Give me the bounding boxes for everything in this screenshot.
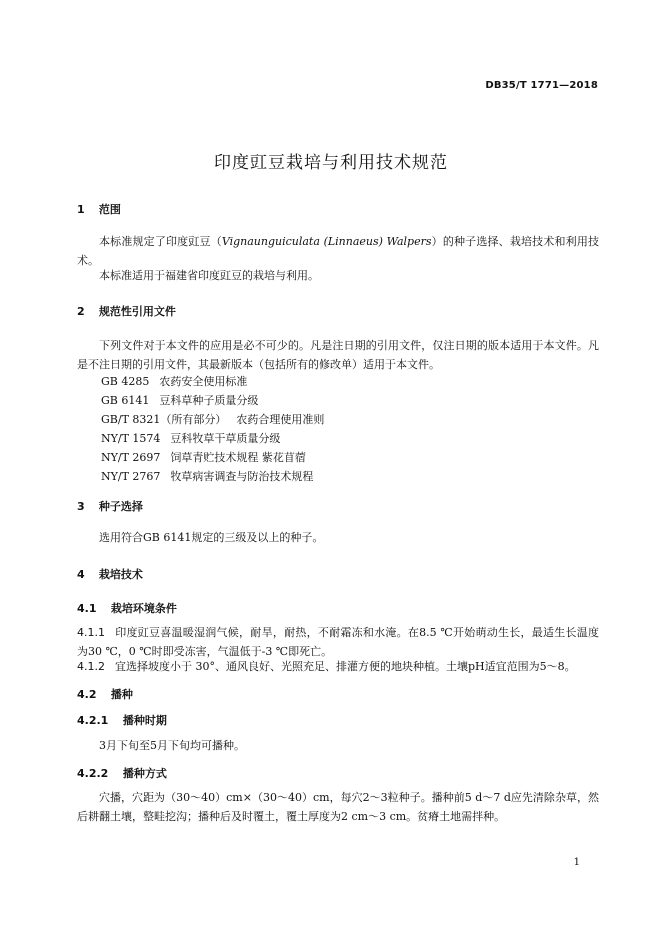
reference-item: [101, 410, 324, 429]
section-title: 种子选择: [98, 500, 143, 513]
reference-name: 牧草病害调查与防治技术规程: [170, 470, 314, 483]
references-intro-paragraph: 下列文件对于本文件的应用是必不可少的。凡是注日期的引用文件，仅注日期的版本适用于本文件。凡是不注日期的引用文件，其最新版本（包括所有的修改单）适用于本文件。: [77, 339, 599, 371]
sowing-method-paragraph: 穴播，穴距为（30～40）cm×（30～40）cm，每穴2～3粒种子。播种前5 d～7 d应先清除杂草，然后耕翻土壤，整畦挖沟；播种后及时覆土，覆土厚度为2 cm～3 cm。贫瘠土地需拌种。: [77, 791, 599, 823]
reference-item: [101, 467, 313, 486]
reference-item: [101, 429, 280, 448]
page-title: 印度豇豆栽培与利用技术规范: [214, 153, 448, 173]
section-heading-4: [77, 566, 143, 582]
section-title: 规范性引用文件: [98, 305, 176, 318]
scope-paragraph-2: 本标准适用于福建省印度豇豆的栽培与利用。: [99, 269, 319, 282]
latin-species-name: Vignaunguiculata (Linnaeus) Walpers: [221, 235, 432, 248]
reference-name: 农药合理使用准则: [236, 413, 325, 426]
reference-item: [101, 391, 258, 410]
reference-code: NY/T 2767: [101, 470, 161, 483]
section-number: 2: [77, 305, 85, 318]
reference-item: [101, 448, 306, 467]
reference-name: 农药安全使用标准: [159, 375, 248, 388]
subsection-heading-4-2-2: [77, 765, 167, 781]
section-title: 栽培环境条件: [110, 602, 177, 615]
page-number: 1: [573, 857, 580, 868]
section-number: 4: [77, 568, 85, 581]
reference-code: GB 4285: [101, 375, 150, 388]
clause-number: 4.1.2: [77, 660, 105, 673]
section-number: 1: [77, 203, 85, 216]
section-title: 播种方式: [122, 767, 167, 780]
reference-code: GB/T 8321（所有部分）: [101, 413, 227, 426]
subsection-heading-4-1: [77, 600, 177, 616]
section-heading-1: [77, 201, 121, 217]
reference-item: [101, 372, 247, 391]
section-number: 4.2.1: [77, 714, 109, 727]
section-number: 3: [77, 500, 85, 513]
document-number: DB35/T 1771—2018: [485, 80, 598, 91]
section-number: 4.2: [77, 688, 97, 701]
clause-4-1-1: 4.1.1 印度豇豆喜温暖湿润气候，耐旱，耐热，不耐霜冻和水淹。在8.5 ℃开始萌动生长，最适生长温度为30 ℃，0 ℃时即受冻害，气温低于-3 ℃即死亡。: [77, 626, 599, 658]
section-number: 4.2.2: [77, 767, 109, 780]
clause-4-1-2: 4.1.2 宜选择坡度小于 30°、通风良好、光照充足、排灌方便的地块种植。土壤pH适宜范围为5～8。: [77, 660, 576, 673]
reference-code: NY/T 2697: [101, 451, 161, 464]
section-number: 4.1: [77, 602, 97, 615]
subsection-heading-4-2-1: [77, 712, 167, 728]
reference-name: 饲草青贮技术规程 紫花苜蓿: [170, 451, 306, 464]
reference-code: NY/T 1574: [101, 432, 161, 445]
clause-number: 4.1.1: [77, 626, 105, 639]
section-title: 范围: [98, 203, 121, 216]
sowing-time-paragraph: 3月下旬至5月下旬均可播种。: [99, 739, 245, 752]
section-title: 播种: [110, 688, 133, 701]
scope-paragraph-1: 本标准规定了印度豇豆（Vignaunguiculata (Linnaeus) Walpers）的种子选择、栽培技术和利用技术。: [77, 235, 600, 267]
section-title: 栽培技术: [98, 568, 143, 581]
reference-code: GB 6141: [101, 394, 150, 407]
seed-selection-paragraph: 选用符合GB 6141规定的三级及以上的种子。: [99, 531, 324, 544]
reference-name: 豆科草种子质量分级: [159, 394, 259, 407]
section-title: 播种时期: [122, 714, 167, 727]
section-heading-2: [77, 303, 176, 319]
reference-name: 豆科牧草干草质量分级: [170, 432, 281, 445]
subsection-heading-4-2: [77, 686, 133, 702]
section-heading-3: [77, 498, 143, 514]
